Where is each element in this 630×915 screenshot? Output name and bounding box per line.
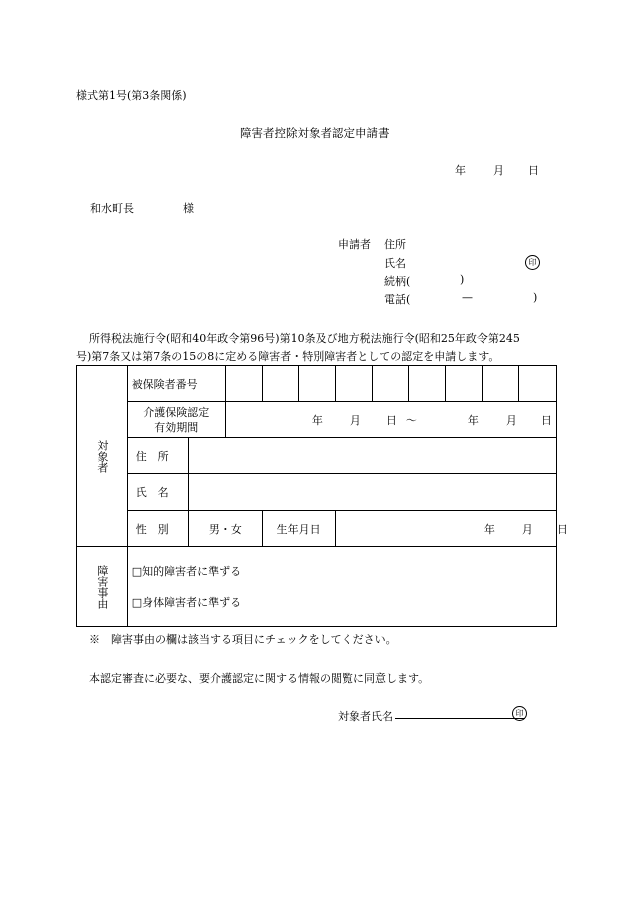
sex-options[interactable]: 男・女 bbox=[189, 511, 262, 547]
care-period-field[interactable] bbox=[225, 402, 556, 438]
reason-options bbox=[127, 547, 556, 627]
applicant-relation-close: ) bbox=[460, 273, 465, 286]
application-table bbox=[76, 365, 568, 627]
applicant-phone-close: ) bbox=[533, 291, 538, 304]
period-start-year: 年 bbox=[311, 414, 323, 427]
subject-seal-icon: 印 bbox=[512, 706, 527, 721]
period-end-month: 月 bbox=[505, 414, 517, 427]
birth-year: 年 bbox=[483, 523, 495, 536]
form-number: 様式第1号(第3条関係) bbox=[76, 89, 187, 102]
period-end-year: 年 bbox=[467, 414, 479, 427]
applicant-phone-label: 電話( bbox=[384, 293, 411, 306]
applicant-address-label: 住所 bbox=[384, 238, 406, 251]
insured-number-digit[interactable] bbox=[445, 366, 482, 402]
insured-number-digit[interactable] bbox=[299, 366, 336, 402]
consent-text: 本認定審査に必要な、要介護認定に関する情報の閲覧に同意します。 bbox=[89, 672, 430, 685]
date-day: 日 bbox=[528, 164, 539, 177]
insured-number-digit[interactable] bbox=[482, 366, 519, 402]
body-text-line1: 所得税法施行令(昭和40年政令第96号)第10条及び地方税法施行令(昭和25年政令第245 bbox=[89, 332, 520, 345]
care-period-label: 介護保険認定 有効期間 bbox=[127, 402, 225, 438]
period-start-day: 日 bbox=[385, 414, 397, 427]
reason-option-intellectual[interactable]: □知的障害者に準ずる bbox=[131, 565, 242, 578]
addressee-honorific: 様 bbox=[183, 202, 194, 215]
insured-number-digit[interactable] bbox=[372, 366, 409, 402]
insured-number-digit[interactable] bbox=[225, 366, 262, 402]
insured-number-digit[interactable] bbox=[335, 366, 372, 402]
birthdate-label: 生年月日 bbox=[262, 511, 335, 547]
subject-signature-label: 対象者氏名 bbox=[338, 710, 393, 723]
period-tilde: 〜 bbox=[405, 414, 417, 427]
addressee-name: 和水町長 bbox=[90, 202, 134, 215]
period-end-day: 日 bbox=[540, 414, 552, 427]
date-year: 年 bbox=[455, 164, 466, 177]
body-text-line2: 号)第7条又は第7条の15の8に定める障害者・特別障害者としての認定を申請します。 bbox=[76, 350, 500, 363]
applicant-relation-label: 続柄( bbox=[384, 275, 411, 288]
sex-label: 性 別 bbox=[127, 511, 188, 547]
applicant-phone-dash: — bbox=[462, 291, 473, 304]
subject-header: 対象者 bbox=[77, 366, 128, 547]
insured-number-label: 被保険者番号 bbox=[127, 366, 225, 402]
reason-header: 障害事由 bbox=[77, 547, 128, 627]
insured-number-digit[interactable] bbox=[409, 366, 446, 402]
birthdate-field[interactable] bbox=[335, 511, 568, 547]
applicant-label: 申請者 bbox=[338, 238, 371, 251]
birth-day: 日 bbox=[556, 523, 568, 536]
subject-signature-line[interactable] bbox=[395, 706, 525, 719]
name-field[interactable] bbox=[189, 474, 557, 511]
address-field[interactable] bbox=[189, 438, 557, 474]
period-start-month: 月 bbox=[349, 414, 361, 427]
applicant-seal-icon: 印 bbox=[525, 255, 540, 270]
name-label: 氏 名 bbox=[127, 474, 188, 511]
insured-number-digit[interactable] bbox=[519, 366, 557, 402]
insured-number-digit[interactable] bbox=[262, 366, 299, 402]
address-label: 住 所 bbox=[127, 438, 188, 474]
note: ※ 障害事由の欄は該当する項目にチェックをしてください。 bbox=[89, 633, 397, 646]
reason-option-physical[interactable]: □身体障害者に準ずる bbox=[131, 596, 242, 609]
birth-month: 月 bbox=[521, 523, 533, 536]
page-title: 障害者控除対象者認定申請書 bbox=[240, 126, 390, 140]
applicant-name-label: 氏名 bbox=[384, 257, 406, 270]
date-month: 月 bbox=[493, 164, 504, 177]
